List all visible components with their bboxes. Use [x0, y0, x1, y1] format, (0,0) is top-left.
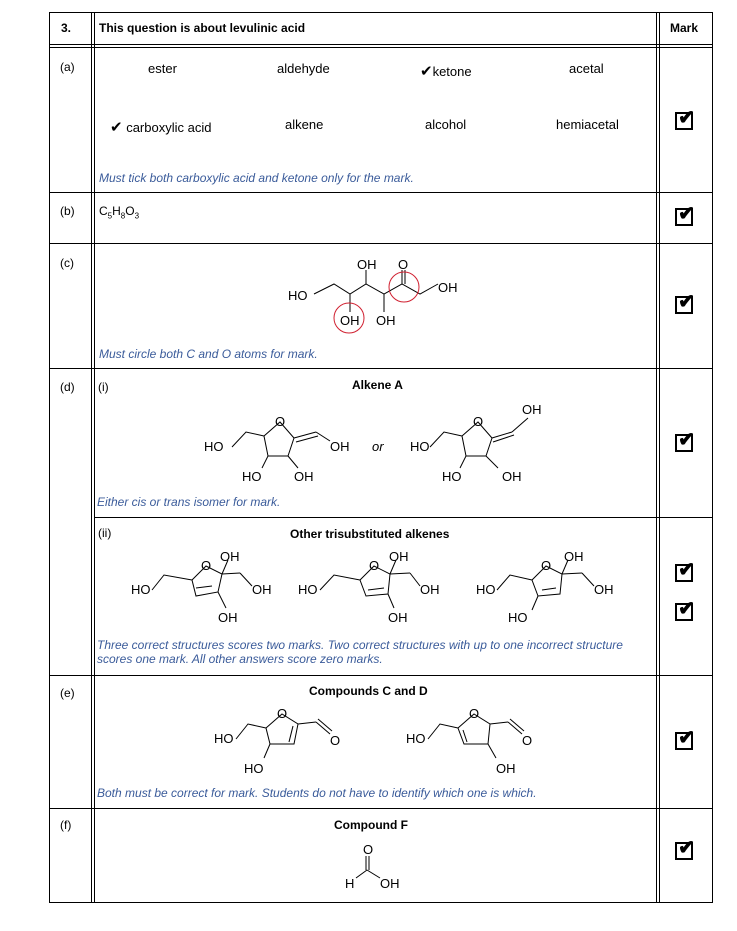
marking-note: Three correct structures scores two marks. Two correct structures with up to one incorrect structure scores one mark. All other answers score zero marks. [97, 638, 623, 666]
tick-icon: ✔ [678, 291, 695, 313]
sub-label-ii: (ii) [98, 526, 112, 540]
mark-checkbox [675, 559, 695, 582]
part-label-a: (a) [60, 60, 75, 74]
atom-label: HO [242, 469, 262, 484]
structure-e-bond [289, 726, 293, 742]
atom-label: HO [442, 469, 462, 484]
atom-label: OH [496, 761, 516, 776]
question-title: This question is about levulinic acid [99, 21, 306, 35]
structure-e-bond [298, 722, 316, 724]
atom-label: HO [244, 761, 264, 776]
structure-e-bond [236, 724, 266, 739]
option-ketone: ✔ketone [420, 63, 472, 80]
part-label-c: (c) [60, 256, 74, 270]
atom-label: O [469, 706, 480, 721]
structure-dii-bond [240, 573, 252, 586]
tick-icon: ✔ [678, 203, 695, 225]
option-alcohol: alcohol [425, 117, 467, 132]
structure-f-bond [356, 870, 367, 878]
atom-label: O [363, 842, 374, 857]
structure-di-bond [486, 456, 498, 468]
atom-label: O [201, 558, 212, 573]
atom-label: OH [357, 257, 377, 272]
circle-marker [389, 272, 419, 302]
structure-e-bond [264, 744, 270, 758]
atom-label: O [522, 733, 533, 748]
or-label: or [372, 439, 384, 454]
structure-e-bond [488, 744, 496, 758]
marking-note: Both must be correct for mark. Students do not have to identify which one is which. [97, 786, 537, 800]
section-title: Alkene A [352, 378, 403, 392]
atom-label: HO [410, 439, 430, 454]
tick-icon: ✔ [678, 559, 695, 581]
tick-icon: ✔ [420, 63, 433, 80]
part-label-d: (d) [60, 380, 75, 394]
atom-label: HO [204, 439, 224, 454]
atom-label: OH [252, 582, 272, 597]
marking-note: Must circle both C and O atoms for mark. [99, 347, 318, 361]
structure-dii-bond [562, 573, 582, 574]
atom-label: OH [389, 549, 409, 564]
mark-checkbox [675, 107, 695, 130]
structure-dii-bond [320, 575, 360, 590]
structure-di-bond [262, 456, 268, 468]
atom-label: HO [288, 288, 308, 303]
atom-label: OH [502, 469, 522, 484]
structure-dii-bond [410, 573, 420, 586]
atom-label: O [541, 558, 552, 573]
atom-label: OH [330, 439, 350, 454]
part-label-b: (b) [60, 204, 75, 218]
structure-dii-bond [497, 575, 532, 590]
structure-di-bond [430, 432, 462, 447]
option-aldehyde: aldehyde [277, 61, 330, 76]
atom-label: OH [388, 610, 408, 625]
structure-dii-bond [390, 573, 410, 574]
atom-label: H [345, 876, 355, 891]
structure-dii-bond [532, 596, 538, 610]
structure-dii-bond [582, 573, 594, 586]
atom-label: O [398, 257, 409, 272]
atom-label: HO [508, 610, 528, 625]
atom-label: HO [406, 731, 426, 746]
atom-label: O [330, 733, 341, 748]
option-carboxylic-acid: ✔ carboxylic acid [110, 119, 212, 136]
structure-dii-bond [218, 592, 226, 608]
mark-checkbox [675, 291, 695, 314]
atom-label: OH [438, 280, 458, 295]
structure-e-bond [463, 730, 467, 742]
atom-label: OH [564, 549, 584, 564]
atom-label: O [275, 414, 286, 429]
atom-label: HO [131, 582, 151, 597]
atom-label: OH [380, 876, 400, 891]
mark-checkbox [675, 837, 695, 860]
structure-dii-bond [222, 573, 240, 574]
atom-label: O [277, 706, 288, 721]
structure-dii-bond [542, 588, 556, 590]
atom-label: OH [340, 313, 360, 328]
structure-e-bond [490, 722, 508, 724]
atom-label: HO [298, 582, 318, 597]
atom-label: HO [214, 731, 234, 746]
part-label-e: (e) [60, 686, 75, 700]
atom-label: OH [420, 582, 440, 597]
tick-icon: ✔ [110, 119, 123, 136]
tick-icon: ✔ [678, 429, 695, 451]
atom-label: O [369, 558, 380, 573]
part-label-f: (f) [60, 818, 72, 832]
structure-dii-bond [152, 575, 192, 590]
option-ester: ester [148, 61, 177, 76]
marking-note: Either cis or trans isomer for mark. [97, 495, 281, 509]
atom-label: OH [594, 582, 614, 597]
structure-di-bond [288, 456, 298, 468]
structure-dii-bond [368, 588, 384, 590]
structure-dii-bond [388, 594, 394, 608]
structure-di-bond [512, 418, 528, 432]
molecular-formula: $C_5H_8O_3$ [99, 204, 140, 221]
mark-checkbox [675, 598, 695, 621]
mark-checkbox [675, 727, 695, 750]
structure-di-bond [232, 432, 264, 447]
section-title: Other trisubstituted alkenes [290, 527, 450, 541]
atom-label: OH [294, 469, 314, 484]
question-number: 3. [61, 21, 72, 35]
structure-di-bond [460, 456, 466, 468]
option-alkene: alkene [285, 117, 324, 132]
structure-di-bond [316, 432, 330, 441]
option-acetal: acetal [569, 61, 604, 76]
mark-checkbox [675, 429, 695, 452]
structure-di-bond [493, 435, 514, 442]
mark-checkbox [675, 203, 695, 226]
mark-header: Mark [670, 21, 699, 35]
atom-label: OH [218, 610, 238, 625]
tick-icon: ✔ [678, 107, 695, 129]
sub-label-i: (i) [98, 380, 109, 394]
structure-f-bond [367, 870, 380, 878]
structure-e-bond [428, 724, 458, 739]
marking-note: Must tick both carboxylic acid and ketone only for the mark. [99, 171, 414, 185]
atom-label: OH [522, 402, 542, 417]
atom-label: OH [220, 549, 240, 564]
section-title: Compound F [334, 818, 408, 832]
tick-icon: ✔ [678, 598, 695, 620]
option-hemiacetal: hemiacetal [556, 117, 619, 132]
tick-icon: ✔ [678, 837, 695, 859]
section-title: Compounds C and D [309, 684, 428, 698]
atom-label: O [473, 414, 484, 429]
structure-dii-bond [196, 586, 212, 588]
tick-icon: ✔ [678, 727, 695, 749]
atom-label: OH [376, 313, 396, 328]
atom-label: HO [476, 582, 496, 597]
